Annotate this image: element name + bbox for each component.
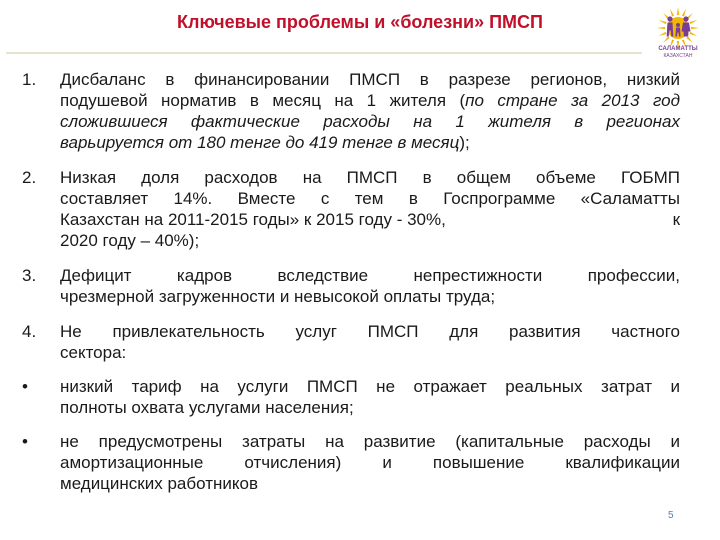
sun-ray <box>682 9 686 17</box>
text-line <box>60 209 680 230</box>
list-item-text <box>60 265 680 307</box>
text-span: к <box>672 210 680 229</box>
text-line: составляет 14%. Вместе с тем в Госпрограмме «Саламатты <box>60 189 680 208</box>
sun-ray <box>690 20 698 24</box>
bullet-marker: • <box>22 377 28 396</box>
text-line: амортизационные отчисления) и повышение квалификации <box>60 453 680 472</box>
list-marker: 4. <box>22 322 37 341</box>
list-item-text <box>60 167 680 251</box>
list-marker: 1. <box>22 70 37 89</box>
page-title: Ключевые проблемы и «болезни» ПМСП <box>177 12 543 32</box>
sun-ray <box>686 36 693 43</box>
italic-span: варьируется от 180 тенге до 419 тенге в месяц <box>60 133 460 152</box>
text-line <box>60 111 680 132</box>
list-item-text <box>60 376 680 418</box>
list-item-text <box>60 431 680 494</box>
list-marker: 3. <box>22 266 37 285</box>
text-line: не предусмотрены затраты на развитие (капитальные расходы и <box>60 432 680 451</box>
text-line <box>60 90 680 111</box>
sun-ray <box>659 20 667 24</box>
sun-ray <box>690 32 698 36</box>
logo-text-line1: САЛАМАТТЫ <box>658 46 698 52</box>
text-line: Низкая доля расходов на ПМСП в общем объеме ГОБМП <box>60 168 680 187</box>
sun-ray <box>691 27 699 29</box>
text-line: Дисбаланс в финансировании ПМСП в разрезе регионов, низкий <box>60 70 680 89</box>
text-line: чрезмерной загруженности и невысокой оплаты труда; <box>60 287 496 306</box>
text-line: Дефицит кадров вследствие непрестижности профессии, <box>60 266 680 285</box>
italic-span: по стране за 2013 год <box>465 91 680 110</box>
text-line: медицинских работников <box>60 474 258 493</box>
sun-ray <box>659 32 667 36</box>
text-line: 2020 году – 40%); <box>60 231 200 250</box>
sun-ray <box>677 7 679 15</box>
list-item-text <box>60 321 680 363</box>
family-sun-logo-icon <box>648 4 708 62</box>
page-number: 5 <box>668 510 674 521</box>
text-line: сектора: <box>60 343 127 362</box>
sun-ray <box>670 9 674 17</box>
text-line: Не привлекательность услуг ПМСП для развития частного <box>60 322 680 341</box>
text-span: Казахстан на 2011-2015 годы» к 2015 году - 30%, <box>60 210 446 229</box>
text-line: полноты охвата услугами населения; <box>60 398 354 417</box>
sun-ray <box>657 27 665 29</box>
list-marker: 2. <box>22 168 37 187</box>
text-line <box>60 132 680 153</box>
italic-span: сложившиеся фактические расходы на 1 жителя в регионах <box>60 112 680 131</box>
list-item-text <box>60 69 680 153</box>
title-divider <box>6 52 642 54</box>
text-span: подушевой норматив в месяц на 1 жителя ( <box>60 91 466 110</box>
sun-ray <box>663 36 670 43</box>
text-line: низкий тариф на услуги ПМСП не отражает реальных затрат и <box>60 377 680 396</box>
text-span: ); <box>459 133 470 152</box>
logo-text-line2: КАЗАХСТАН <box>663 53 693 59</box>
bullet-marker: • <box>22 432 28 451</box>
